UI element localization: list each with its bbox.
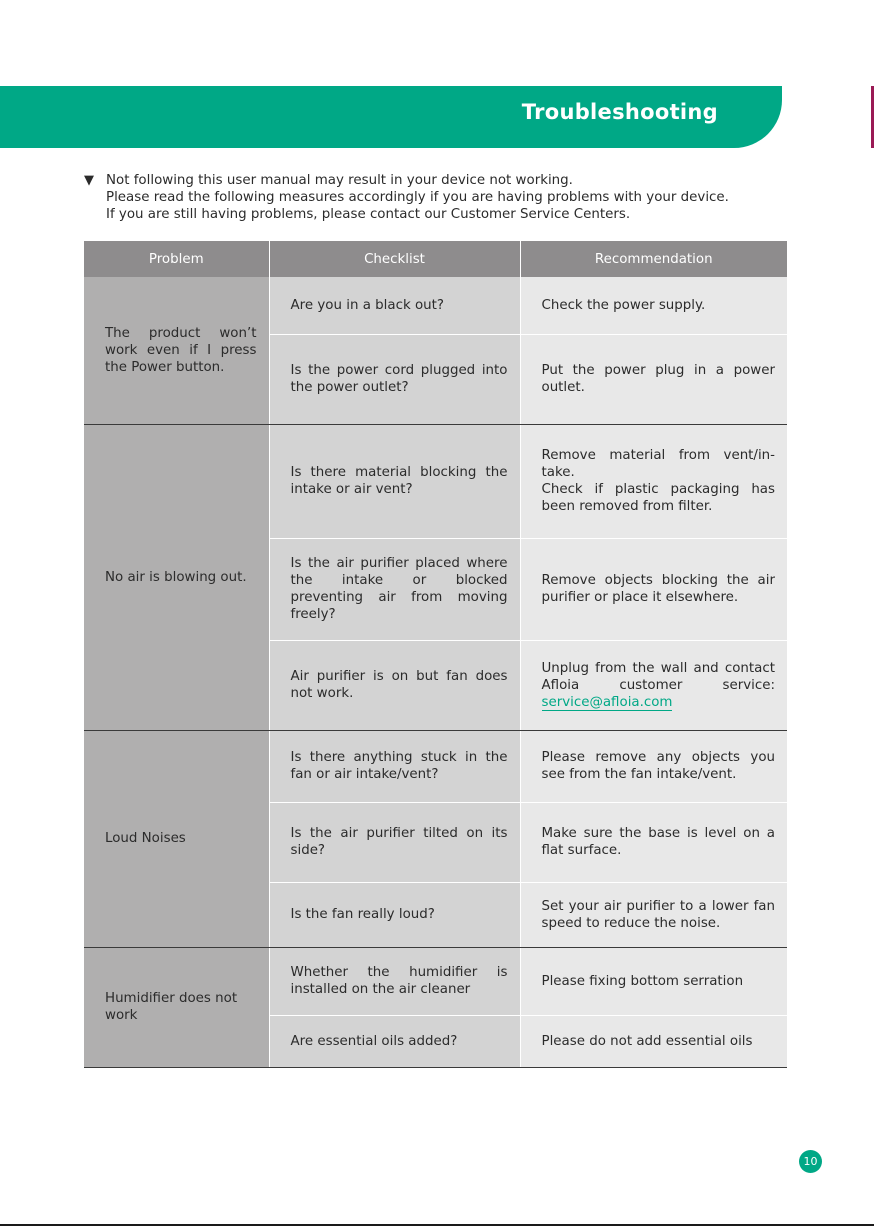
checklist-cell: Is there material blocking the intake or air vent? xyxy=(269,424,520,538)
intro-note xyxy=(84,172,804,223)
section-banner xyxy=(0,86,782,148)
checklist-cell: Is there anything stuck in the fan or air intake/vent? xyxy=(269,730,520,802)
recommendation-cell: Please do not add essential oils xyxy=(520,1015,787,1067)
section-title: Troubleshooting xyxy=(521,100,718,124)
table-row xyxy=(84,947,787,1015)
checklist-cell: Is the air purifier tilted on its side? xyxy=(269,802,520,882)
table-header-row xyxy=(84,241,787,277)
recommendation-cell: Check the power supply. xyxy=(520,277,787,334)
recommendation-cell: Please remove any objects you see from the fan intake/vent. xyxy=(520,730,787,802)
triangle-down-icon: ▼ xyxy=(84,173,94,188)
checklist-cell: Are essential oils added? xyxy=(269,1015,520,1067)
recommendation-cell: Set your air purifier to a lower fan speed to reduce the noise. xyxy=(520,882,787,947)
problem-cell: Humidifier does not work xyxy=(84,947,269,1067)
checklist-cell: Is the fan really loud? xyxy=(269,882,520,947)
recommendation-cell xyxy=(520,424,787,538)
recommendation-text: Unplug from the wall and contact Afloia customer service: xyxy=(541,660,775,693)
recommendation-text: Remove material from vent/in- take. xyxy=(541,448,775,480)
intro-line: Please read the following measures accordingly if you are having problems with your device. xyxy=(106,190,729,205)
column-header-problem: Problem xyxy=(84,241,269,277)
table-row xyxy=(84,730,787,802)
troubleshooting-table xyxy=(84,241,787,1068)
intro-line: If you are still having problems, please contact our Customer Service Centers. xyxy=(106,207,631,222)
checklist-cell: Whether the humidifier is installed on the air cleaner xyxy=(269,947,520,1015)
recommendation-cell: Please fixing bottom serration xyxy=(520,947,787,1015)
table-row xyxy=(84,277,787,334)
problem-cell: The product won’t work even if I press the Power button. xyxy=(84,277,269,424)
problem-cell: No air is blowing out. xyxy=(84,424,269,730)
support-email-link[interactable]: service@afloia.com xyxy=(541,694,673,710)
intro-line: Not following this user manual may result in your device not working. xyxy=(106,173,573,188)
page-number-badge: 10 xyxy=(799,1150,822,1173)
checklist-cell: Is the air purifier placed where the intake or blocked preventing air from moving freely? xyxy=(269,538,520,640)
checklist-cell: Are you in a black out? xyxy=(269,277,520,334)
recommendation-cell xyxy=(520,640,787,730)
checklist-cell: Is the power cord plugged into the power outlet? xyxy=(269,334,520,424)
checklist-cell: Air purifier is on but fan does not work. xyxy=(269,640,520,730)
column-header-recommendation: Recommendation xyxy=(520,241,787,277)
recommendation-cell: Put the power plug in a power outlet. xyxy=(520,334,787,424)
recommendation-cell: Make sure the base is level on a flat surface. xyxy=(520,802,787,882)
problem-cell: Loud Noises xyxy=(84,730,269,947)
recommendation-text: Check if plastic packaging has been removed from filter. xyxy=(541,482,775,514)
column-header-checklist: Checklist xyxy=(269,241,520,277)
table-row xyxy=(84,424,787,538)
recommendation-cell: Remove objects blocking the air purifier or place it elsewhere. xyxy=(520,538,787,640)
